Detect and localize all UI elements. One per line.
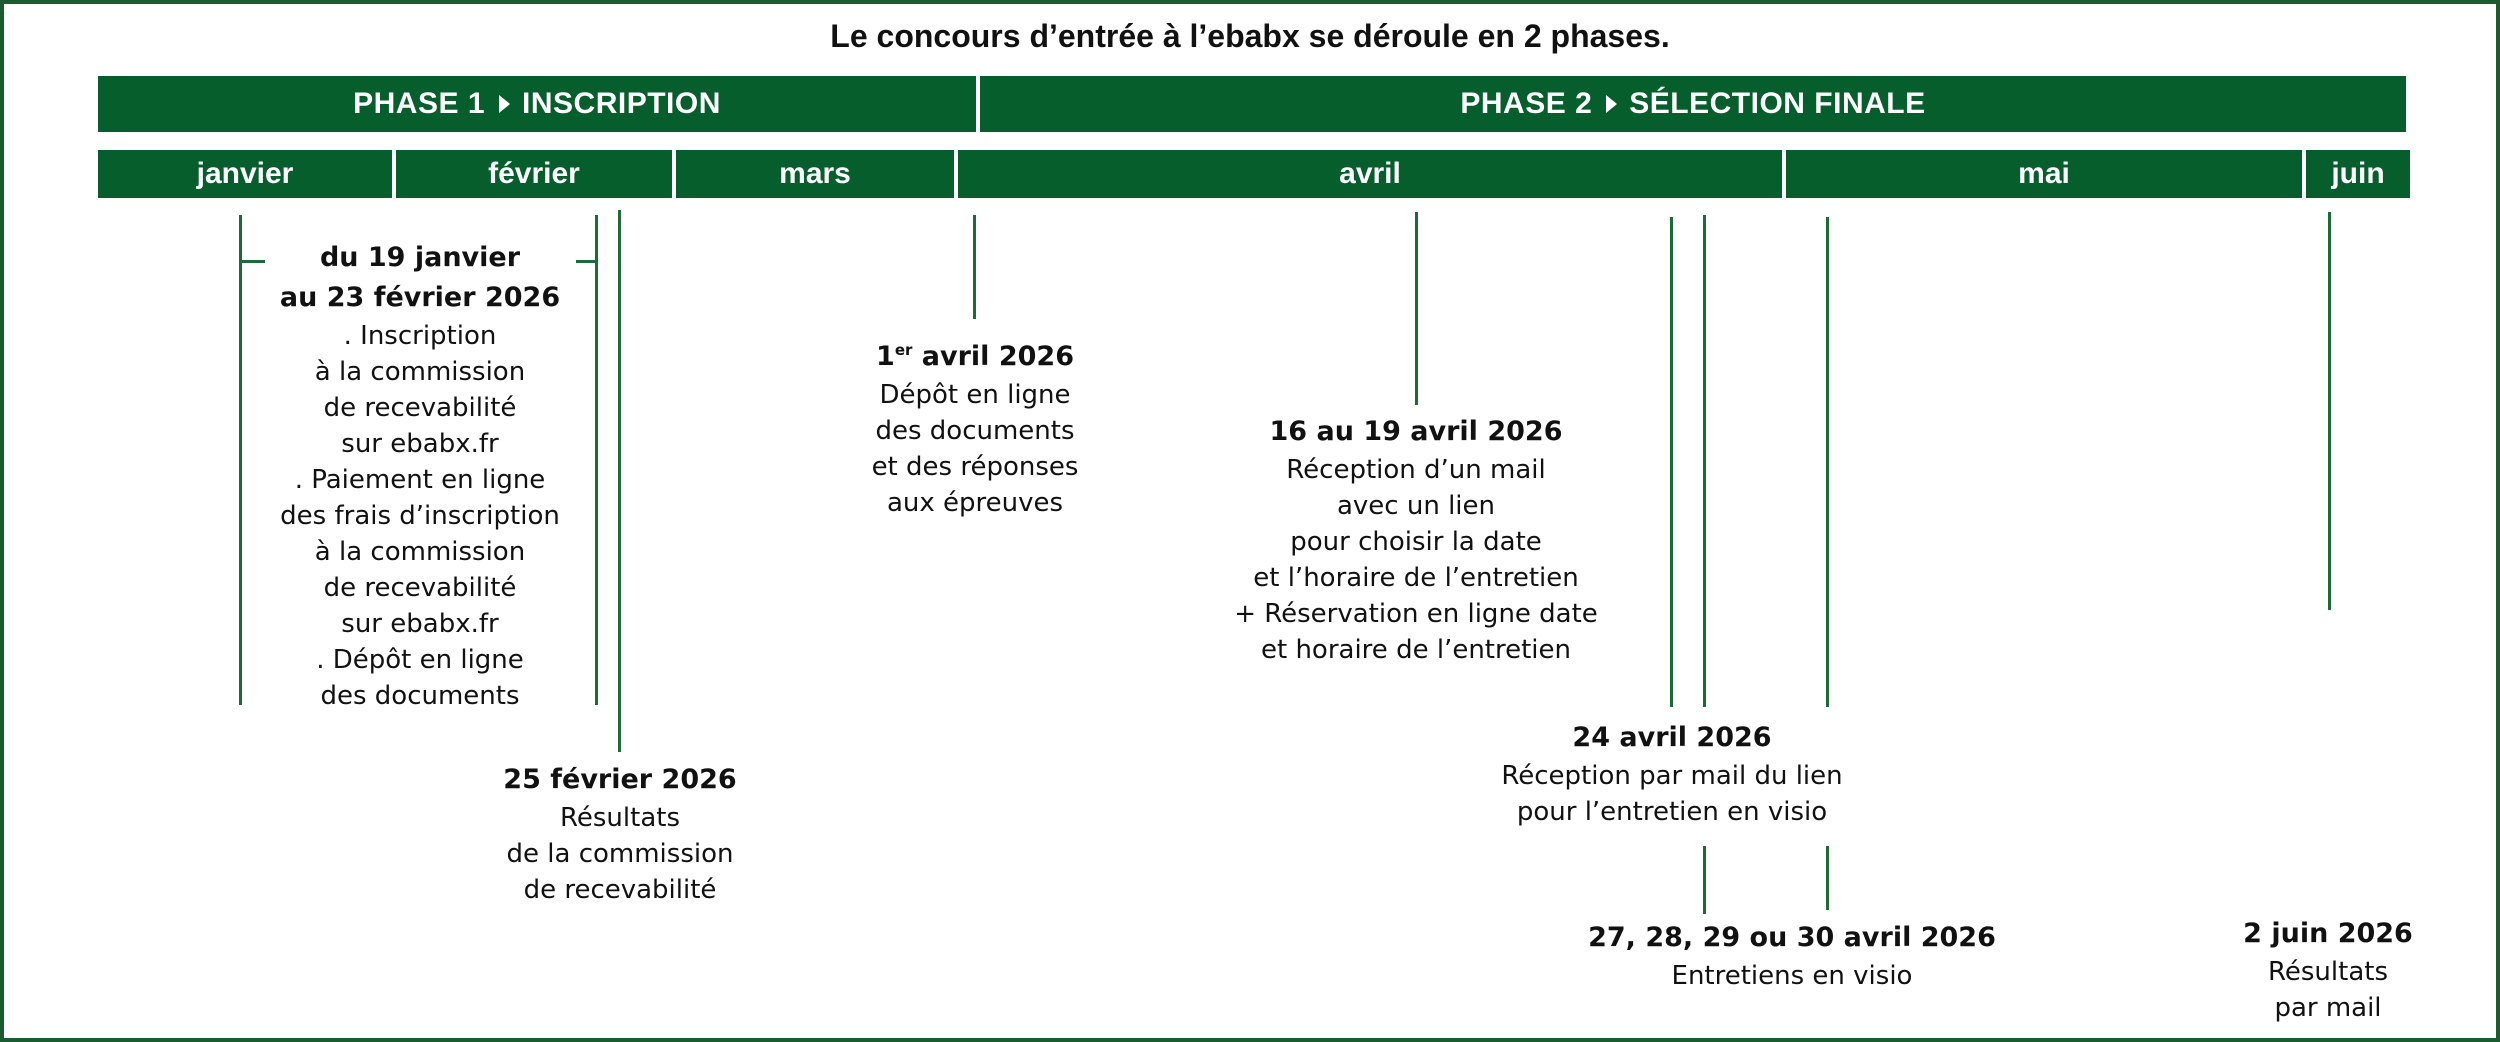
event-text: des documents	[875, 416, 1075, 446]
month-mars: mars	[676, 150, 954, 198]
event-date: 2 juin 2026	[2243, 918, 2413, 949]
event-text: Réception d’un mail	[1286, 455, 1546, 485]
event-16-19-avril	[1216, 412, 1616, 668]
event-text: de recevabilité	[323, 393, 517, 423]
event-text: Dépôt en ligne	[879, 380, 1071, 410]
triangle-right-icon	[499, 95, 510, 113]
event-text: des frais d’inscription	[280, 501, 560, 531]
phase-2-label: PHASE 2	[1460, 87, 1593, 120]
phase-2-name: SÉLECTION FINALE	[1629, 87, 1926, 120]
event-text: des documents	[320, 681, 520, 711]
event-1-avril	[820, 330, 1130, 521]
event-date: au 23 février 2026	[279, 282, 561, 313]
event-date: 24 avril 2026	[1572, 722, 1772, 753]
connector-16-avril	[1415, 212, 1418, 405]
event-date: 1er avril 2026	[876, 341, 1074, 372]
event-text: + Réservation en ligne date	[1234, 599, 1598, 629]
phase-1-bar	[98, 76, 976, 132]
event-text: et des réponses	[871, 452, 1079, 482]
event-text: de recevabilité	[323, 573, 517, 603]
event-text: à la commission	[314, 537, 526, 567]
phase-1-name: INSCRIPTION	[522, 87, 721, 120]
event-25-fevrier	[470, 760, 770, 908]
month-avril: avril	[958, 150, 1782, 198]
event-text: Réception par mail du lien	[1501, 761, 1843, 791]
month-mai: mai	[1786, 150, 2302, 198]
connector-mai	[1826, 217, 1829, 707]
month-juin: juin	[2306, 150, 2410, 198]
connector-25-fevrier	[618, 210, 621, 752]
event-text: Résultats	[2267, 957, 2388, 987]
event-text: de recevabilité	[523, 875, 717, 905]
event-text: aux épreuves	[886, 488, 1064, 518]
event-text: sur ebabx.fr	[341, 429, 499, 459]
connector-1-avril	[973, 215, 976, 319]
event-inscription	[240, 238, 600, 714]
event-text: Entretiens en visio	[1671, 961, 1913, 991]
event-text: de la commission	[506, 839, 734, 869]
connector-entretiens-b	[1826, 846, 1829, 910]
event-entretiens	[1572, 918, 2012, 994]
event-text: avec un lien	[1336, 491, 1496, 521]
event-date: 27, 28, 29 ou 30 avril 2026	[1588, 922, 1996, 953]
event-text: à la commission	[314, 357, 526, 387]
triangle-right-icon	[1606, 95, 1617, 113]
connector-entretiens-a	[1703, 846, 1706, 914]
event-text: et l’horaire de l’entretien	[1253, 563, 1579, 593]
event-text: . Inscription	[343, 321, 497, 351]
event-text: . Paiement en ligne	[294, 465, 546, 495]
event-2-juin	[2228, 914, 2428, 1026]
month-janvier: janvier	[98, 150, 392, 198]
event-date: 16 au 19 avril 2026	[1269, 416, 1563, 447]
event-text: pour l’entretien en visio	[1516, 797, 1828, 827]
connector-24-avril-a	[1670, 217, 1673, 707]
month-fevrier: février	[396, 150, 672, 198]
connector-24-avril-b	[1703, 215, 1706, 707]
page-title: Le concours d’entrée à l’ebabx se déroule en 2 phases.	[830, 18, 1670, 54]
event-24-avril	[1472, 718, 1872, 830]
event-text: par mail	[2274, 993, 2382, 1023]
event-date: du 19 janvier	[319, 242, 521, 273]
event-text: sur ebabx.fr	[341, 609, 499, 639]
event-text: pour choisir la date	[1290, 527, 1542, 557]
event-text: Résultats	[559, 803, 680, 833]
connector-2-juin	[2328, 212, 2331, 610]
phase-2-bar	[980, 76, 2406, 132]
event-text: . Dépôt en ligne	[316, 645, 524, 675]
event-text: et horaire de l’entretien	[1261, 635, 1571, 665]
event-date: 25 février 2026	[503, 764, 737, 795]
phase-1-label: PHASE 1	[353, 87, 486, 120]
